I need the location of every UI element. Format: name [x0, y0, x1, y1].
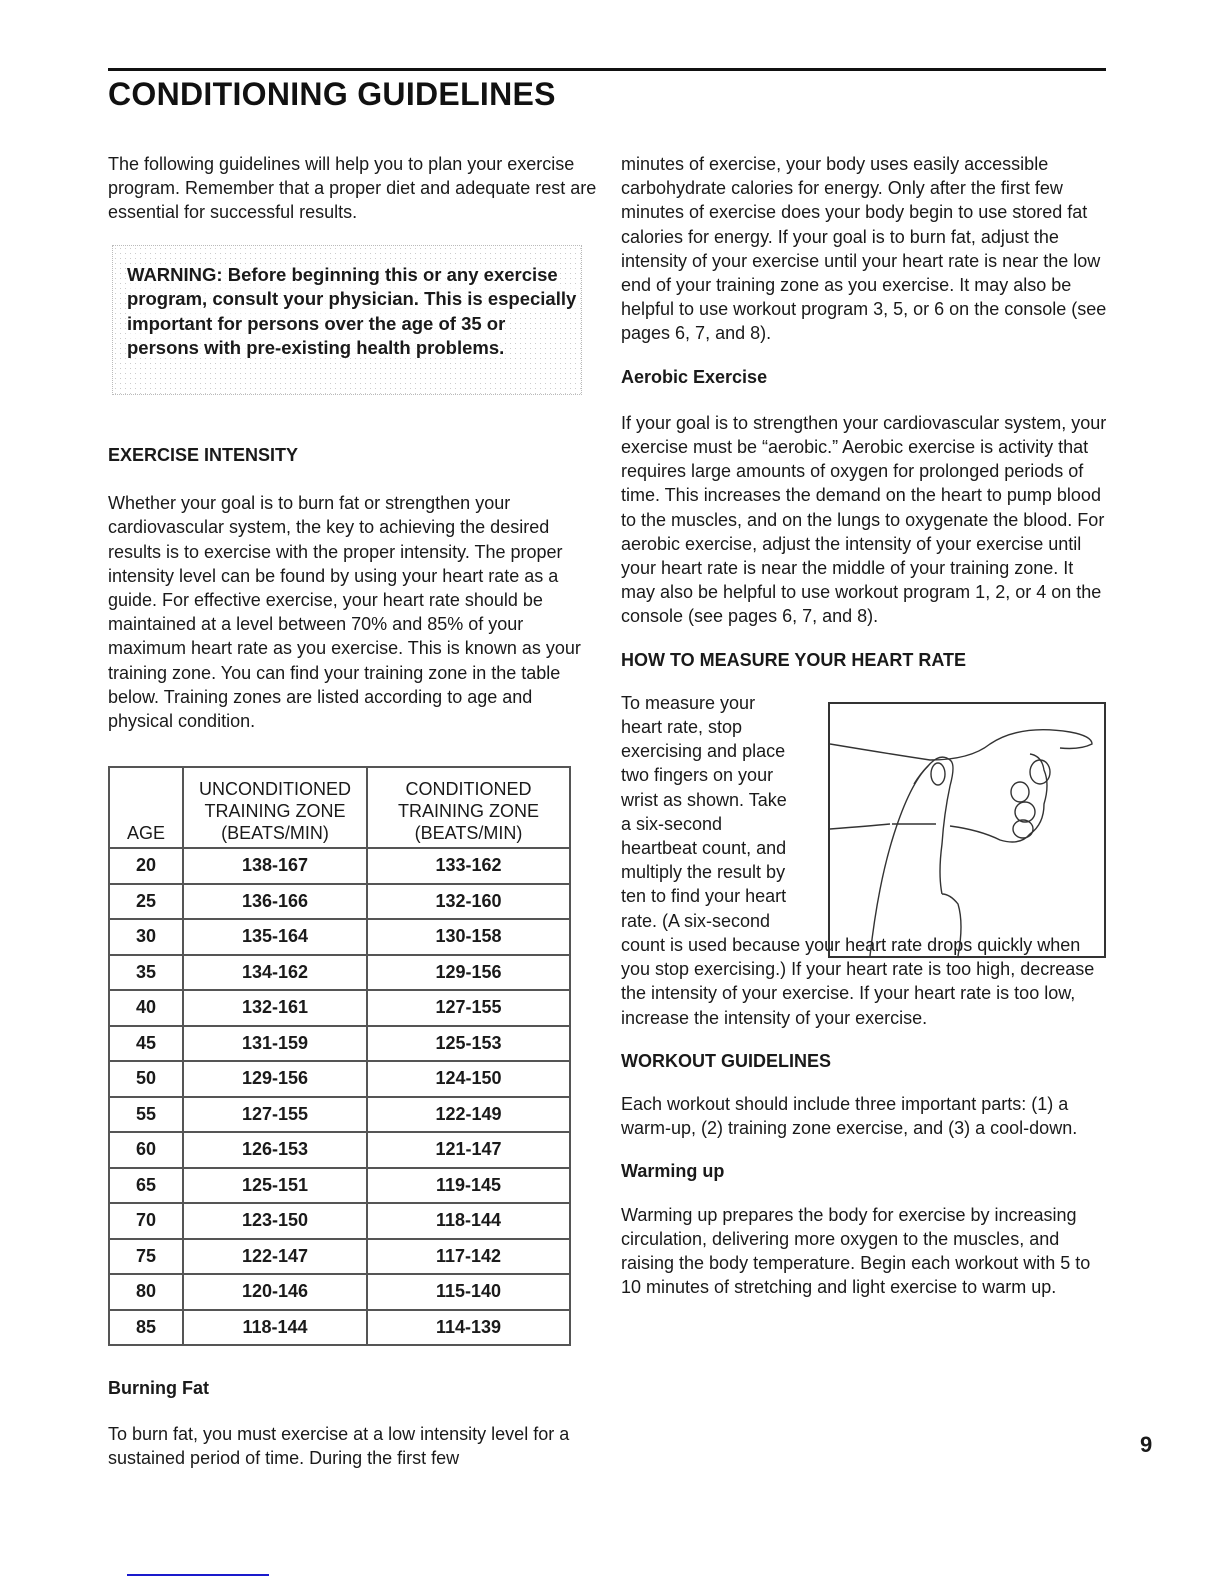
age-cell: 35	[109, 955, 183, 991]
burning-fat-body-left: To burn fat, you must exercise at a low intensity level for a sustained period of time. During the first few	[108, 1424, 570, 1469]
warning-text: WARNING: Before beginning this or any exercise program, consult your physician. This is especially important for persons over the age of 35 or persons with pre-existing health problems.	[127, 264, 577, 358]
unconditioned-cell: 132-161	[183, 990, 367, 1026]
unconditioned-cell: 131-159	[183, 1026, 367, 1062]
footer-link-underline	[127, 1574, 269, 1576]
conditioned-cell: 129-156	[367, 955, 570, 991]
table-header-row	[109, 767, 570, 848]
table-row	[109, 1097, 570, 1133]
unconditioned-cell: 134-162	[183, 955, 367, 991]
workout-body: Each workout should include three important parts: (1) a warm-up, (2) training zone exercise, and (3) a cool-down.	[621, 1093, 1078, 1139]
warning-box	[112, 245, 582, 395]
unconditioned-cell: 126-153	[183, 1132, 367, 1168]
unconditioned-cell: 135-164	[183, 919, 367, 955]
conditioned-cell: 124-150	[367, 1061, 570, 1097]
conditioned-cell: 130-158	[367, 919, 570, 955]
table-row	[109, 1310, 570, 1346]
unconditioned-cell: 118-144	[183, 1310, 367, 1346]
unconditioned-cell: 136-166	[183, 884, 367, 920]
unconditioned-cell: 138-167	[183, 848, 367, 884]
page-title: CONDITIONING GUIDELINES	[108, 76, 556, 112]
age-cell: 70	[109, 1203, 183, 1239]
intro-paragraph: The following guidelines will help you to plan your exercise program. Remember that a proper diet and adequate rest are essential for successful results.	[108, 154, 597, 223]
left-column	[108, 152, 598, 225]
burning-fat-heading: Burning Fat	[108, 1378, 209, 1398]
hand-wrist-icon	[830, 704, 1104, 956]
table-row	[109, 1026, 570, 1062]
aerobic-heading: Aerobic Exercise	[621, 366, 768, 387]
age-cell: 25	[109, 884, 183, 920]
exercise-intensity-body: Whether your goal is to burn fat or strengthen your cardiovascular system, the key to achieving the desired results is to exercise with the proper intensity. The proper intensity level can be found by using your heart rate as a guide. For effective exercise, your heart rate should be maintained at a level between 70% and 85% of your maximum heart rate as you exercise. This is known as your training zone. You can find your training zone in the table below. Training zones are listed according to age and physical condition.	[108, 493, 581, 732]
conditioned-cell: 118-144	[367, 1203, 570, 1239]
exercise-intensity-heading: EXERCISE INTENSITY	[108, 445, 299, 465]
unconditioned-cell: 122-147	[183, 1239, 367, 1275]
age-cell: 75	[109, 1239, 183, 1275]
warming-up-heading: Warming up	[621, 1161, 725, 1182]
conditioned-cell: 114-139	[367, 1310, 570, 1346]
age-cell: 80	[109, 1274, 183, 1310]
warming-up-body: Warming up prepares the body for exercise by increasing circulation, delivering more oxygen to the muscles, and raising the body temperature. Begin each workout with 5 to 10 minutes of stretching and light exercise to warm up.	[621, 1204, 1091, 1298]
unconditioned-cell: 127-155	[183, 1097, 367, 1133]
conditioned-cell: 133-162	[367, 848, 570, 884]
training-zone-table	[108, 766, 571, 1346]
table-row	[109, 1239, 570, 1275]
conditioned-cell: 119-145	[367, 1168, 570, 1204]
workout-heading: WORKOUT GUIDELINES	[621, 1050, 831, 1071]
page-number: 9	[1140, 1432, 1153, 1457]
table-row	[109, 1168, 570, 1204]
aerobic-body: If your goal is to strengthen your cardiovascular system, your exercise must be “aerobic.” Aerobic exercise is activity that requires large amounts of oxygen for prolonged periods of time. This increases the demand on the heart to pump blood to the muscles, and on the lungs to oxygenate the blood. For aerobic exercise, adjust the intensity of your exercise until your heart rate is near the middle of your training zone. It may also be helpful to use workout program 1, 2, or 4 on the console (see pages 6, 7, and 8).	[621, 412, 1107, 627]
exercise-intensity-section	[108, 443, 598, 733]
header-unconditioned: UNCONDITIONED TRAINING ZONE (BEATS/MIN)	[183, 767, 367, 848]
burning-fat-body-right: minutes of exercise, your body uses easily accessible carbohydrate calories for energy. Only after the first few minutes of exercise does your body begin to use stored fat calories for energy. If your goal is to burn fat, adjust the intensity of your exercise until your heart rate is near the low end of your training zone as you exercise. It may also be helpful to use workout program 3, 5, or 6 on the console (see pages 6, 7, and 8).	[621, 154, 1107, 344]
conditioned-cell: 122-149	[367, 1097, 570, 1133]
conditioned-cell: 121-147	[367, 1132, 570, 1168]
table-row	[109, 1274, 570, 1310]
header-age: AGE	[109, 767, 183, 848]
table-row	[109, 990, 570, 1026]
conditioned-cell: 127-155	[367, 990, 570, 1026]
conditioned-cell: 125-153	[367, 1026, 570, 1062]
conditioned-cell: 117-142	[367, 1239, 570, 1275]
table-row	[109, 884, 570, 920]
age-cell: 65	[109, 1168, 183, 1204]
heart-rate-body-wrap: To measure your heart rate, stop exercising and place two fingers on your wrist as shown. Take a six-second heartbeat count, and multiply the result by ten to find your heart rate. (A six-second	[621, 692, 787, 931]
conditioned-cell: 115-140	[367, 1274, 570, 1310]
age-cell: 55	[109, 1097, 183, 1133]
table-row	[109, 848, 570, 884]
age-cell: 40	[109, 990, 183, 1026]
age-cell: 50	[109, 1061, 183, 1097]
unconditioned-cell: 120-146	[183, 1274, 367, 1310]
unconditioned-cell: 129-156	[183, 1061, 367, 1097]
age-cell: 85	[109, 1310, 183, 1346]
conditioned-cell: 132-160	[367, 884, 570, 920]
burning-fat-section	[108, 1376, 598, 1471]
table-row	[109, 955, 570, 991]
age-cell: 45	[109, 1026, 183, 1062]
unconditioned-cell: 125-151	[183, 1168, 367, 1204]
age-cell: 30	[109, 919, 183, 955]
table-row	[109, 1132, 570, 1168]
wrist-pulse-illustration	[828, 702, 1106, 958]
heart-rate-heading: HOW TO MEASURE YOUR HEART RATE	[621, 649, 967, 670]
table-row	[109, 919, 570, 955]
unconditioned-cell: 123-150	[183, 1203, 367, 1239]
table-row	[109, 1061, 570, 1097]
header-conditioned: CONDITIONED TRAINING ZONE (BEATS/MIN)	[367, 767, 570, 848]
heart-rate-body-rest: count is used because your heart rate drops quickly when you stop exercising.) If your heart rate is too high, decrease the intensity of your exercise. If your heart rate is too low, increase the intensity of your exercise.	[621, 934, 1095, 1028]
header-rule	[108, 68, 1106, 71]
age-cell: 20	[109, 848, 183, 884]
age-cell: 60	[109, 1132, 183, 1168]
table-row	[109, 1203, 570, 1239]
